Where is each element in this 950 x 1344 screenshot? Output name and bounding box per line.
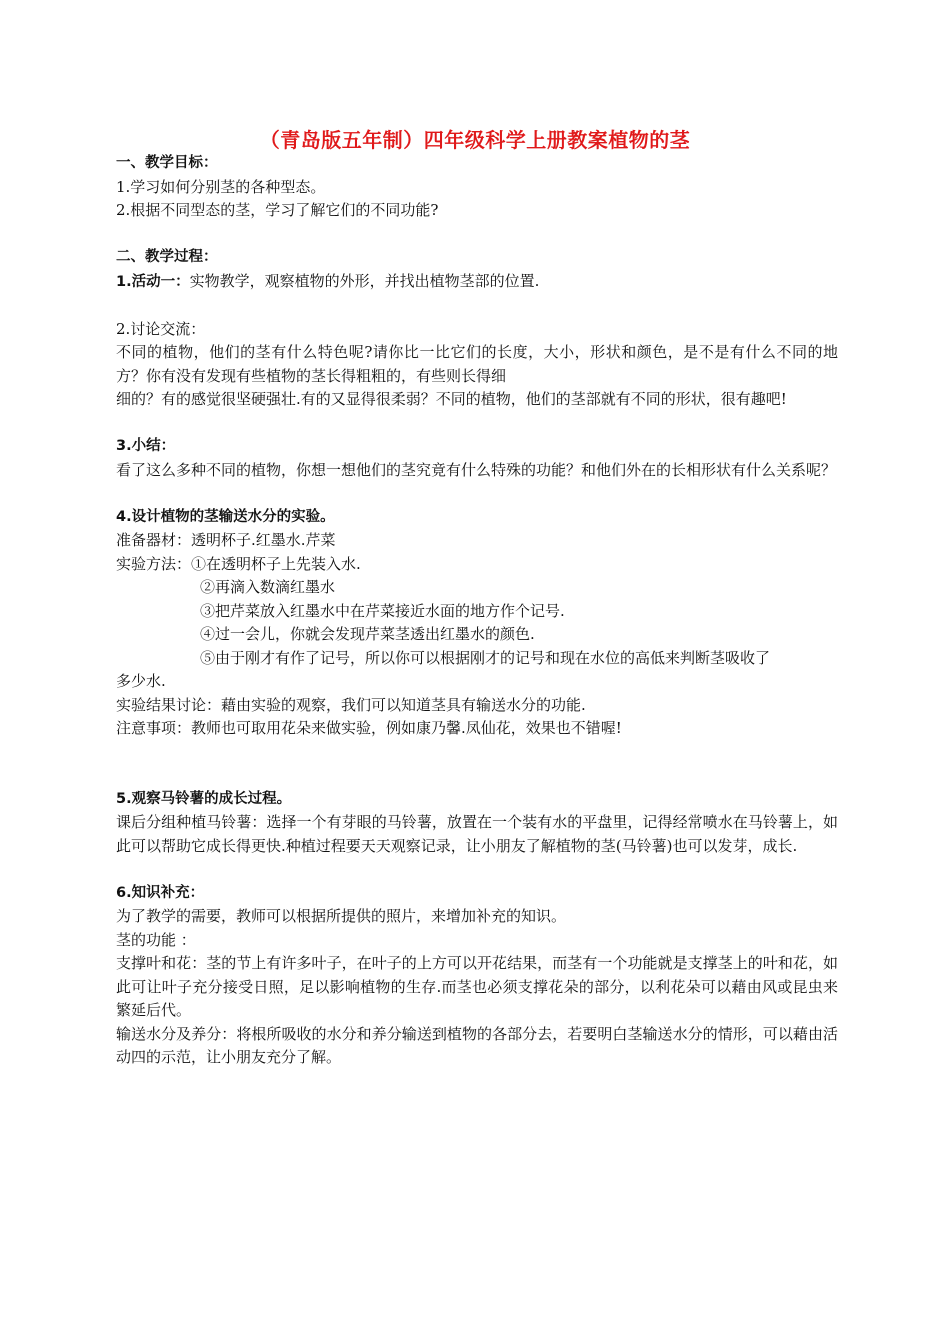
stem-function-label: 茎的功能 ： [116,930,196,949]
method-step: ③把芹菜放入红墨水中在芹菜接近水面的地方作个记号. [200,601,565,620]
activity-1 [116,270,838,295]
activity-3-label: 3.小结： [116,438,176,454]
activity-4-result: 实验结果讨论：藉由实验的观察，我们可以知道茎具有输送水分的功能. [116,695,586,714]
activity-6-intro: 为了教学的需要，教师可以根据所提供的照片，来增加补充的知识。 [116,907,567,925]
activity-6-label: 6.知识补充： [116,884,205,901]
activity-5-text: 课后分组种植马铃薯：选择一个有芽眼的马铃薯，放置在一个装有水的平盘里，记得经常喷水在马铃薯上，如此可以帮助它成长得更快.种植过程要天天观察记录，让小朋友了解植物的茎(马铃薯)也可以发芽，成长. [116,813,838,855]
activity-4-note: 注意事项：教师也可取用花朵来做实验，例如康乃馨.凤仙花，效果也不错喔! [116,719,622,737]
method-step: ④过一会儿，你就会发现芹菜茎透出红墨水的颜色. [200,625,535,643]
section-heading-goals: 一、教学目标： [116,155,218,171]
activity-1-label: 1.活动一： [116,273,190,290]
section-heading-process: 二、教学过程： [116,249,218,265]
activity-4-method [116,553,838,577]
function-support: 支撑叶和花：茎的节上有许多叶子，在叶子的上方可以开花结果，而茎有一个功能就是支撑茎上的叶和花，如此可让叶子充分接受日照，足以影响植物的生存.而茎也必须支撑花朵的部分，以利花朵可以藉由风或昆虫来繁延后代。 [116,954,838,1019]
activity-3-text: 看了这么多种不同的植物，你想一想他们的茎究竟有什么特殊的功能？和他们外在的长相形状有什么关系呢？ [116,460,837,479]
goal-item: 1.学习如何分别茎的各种型态。 [116,177,326,196]
method-step-cont: 多少水. [116,672,166,690]
method-step: ①在透明杯子上先装入水. [191,554,361,573]
method-step: ②再滴入数滴红墨水 [200,578,336,596]
activity-4-label: 4.设计植物的茎输送水分的实验。 [116,508,335,525]
activity-1-text: 实物教学，观察植物的外形，并找出植物茎部的位置. [189,271,540,290]
activity-5-label: 5.观察马铃薯的成长过程。 [116,790,292,807]
activity-2-label: 2.讨论交流： [116,319,206,338]
document-body [116,152,838,1070]
activity-2-text: 不同的植物，他们的茎有什么特色呢?请你比一比它们的长度，大小，形状和颜色，是不是有什么不同的地方？你有没有发现有些植物的茎长得粗粗的，有些则长得细 [116,343,838,385]
method-label: 实验方法： [116,554,192,573]
goal-item: 2.根据不同型态的茎，学习了解它们的不同功能? [116,201,439,219]
document-title: （青岛版五年制）四年级科学上册教案植物的茎 [259,128,691,152]
activity-4-materials: 准备器材：透明杯子.红墨水.芹菜 [116,531,336,549]
method-step: ⑤由于刚才有作了记号，所以你可以根据刚才的记号和现在水位的高低来判断茎吸收了 [200,648,771,667]
activity-2-text-cont: 细的？有的感觉很坚硬强壮.有的又显得很柔弱？不同的植物，他们的茎部就有不同的形状，很有趣吧! [116,390,787,408]
function-transport: 输送水分及养分：将根所吸收的水分和养分输送到植物的各部分去，若要明白茎输送水分的情形，可以藉由活动四的示范，让小朋友充分了解。 [116,1024,838,1066]
